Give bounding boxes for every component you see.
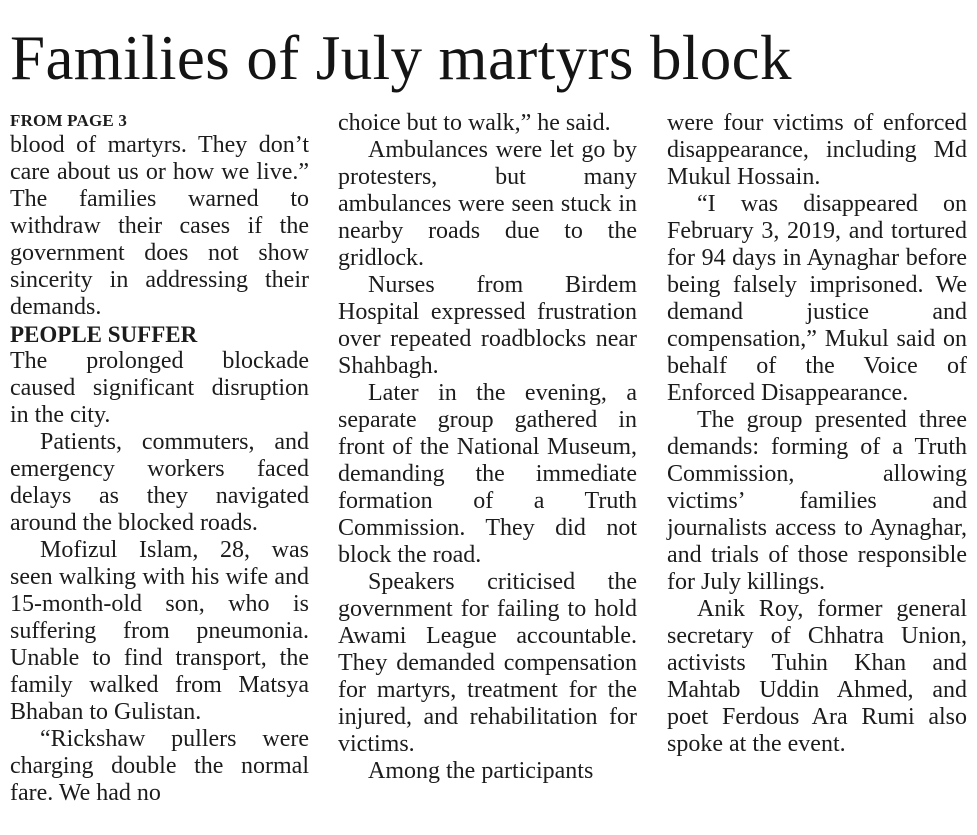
paragraph: Among the participants: [368, 758, 594, 784]
article-column-3: [667, 110, 967, 758]
paragraph: Speakers criticised the government for failing to hold Awami League accountable. They demanded compensation for martyrs, treatment for the injured, and rehabilitation for victims.: [338, 569, 637, 757]
paragraph: were four victims of enforced disappearance, including Md Mukul Hossain.: [667, 110, 967, 190]
article-column-1: [10, 110, 309, 807]
paragraph: Nurses from Birdem Hospital expressed frustration over repeated roadblocks near Shahbagh.: [338, 272, 637, 379]
paragraph: blood of martyrs. They don’t care about us or how we live.” The families warned to withdraw their cases if the government does not show sincerity in addressing their demands.: [10, 132, 309, 320]
paragraph: Anik Roy, former general secretary of Chhatra Union, activists Tuhin Khan and Mahtab Uddin Ahmed, and poet Ferdous Ara Rumi also spoke at the event.: [667, 596, 967, 757]
paragraph: “Rickshaw pullers were charging double the normal fare. We had no: [10, 726, 309, 806]
subhead: PEOPLE SUFFER: [10, 322, 198, 347]
paragraph: “I was disappeared on February 3, 2019, and tortured for 94 days in Aynaghar before being falsely imprisoned. We demand justice and compensation,” Mukul said on behalf of the Voice of Enforced Disappearance.: [667, 191, 967, 406]
continuation-kicker: FROM PAGE 3: [10, 111, 128, 130]
paragraph: The group presented three demands: forming of a Truth Commission, allowing victims’ families and journalists access to Aynaghar, and trials of those responsible for July killings.: [667, 407, 967, 595]
paragraph: Mofizul Islam, 28, was seen walking with his wife and 15-month-old son, who is suffering from pneumonia. Unable to find transport, the family walked from Matsya Bhaban to Gulistan.: [10, 537, 309, 725]
paragraph: choice but to walk,” he said.: [338, 110, 611, 136]
paragraph: Ambulances were let go by protesters, but many ambulances were seen stuck in nearby roads due to the gridlock.: [338, 137, 637, 271]
paragraph: Later in the evening, a separate group gathered in front of the National Museum, demanding the immediate formation of a Truth Commission. They did not block the road.: [338, 380, 637, 568]
paragraph: The prolonged blockade caused significant disruption in the city.: [10, 348, 309, 428]
paragraph: Patients, commuters, and emergency workers faced delays as they navigated around the blocked roads.: [10, 429, 309, 536]
article-column-2: [338, 110, 637, 785]
headline: Families of July martyrs block: [10, 23, 792, 93]
